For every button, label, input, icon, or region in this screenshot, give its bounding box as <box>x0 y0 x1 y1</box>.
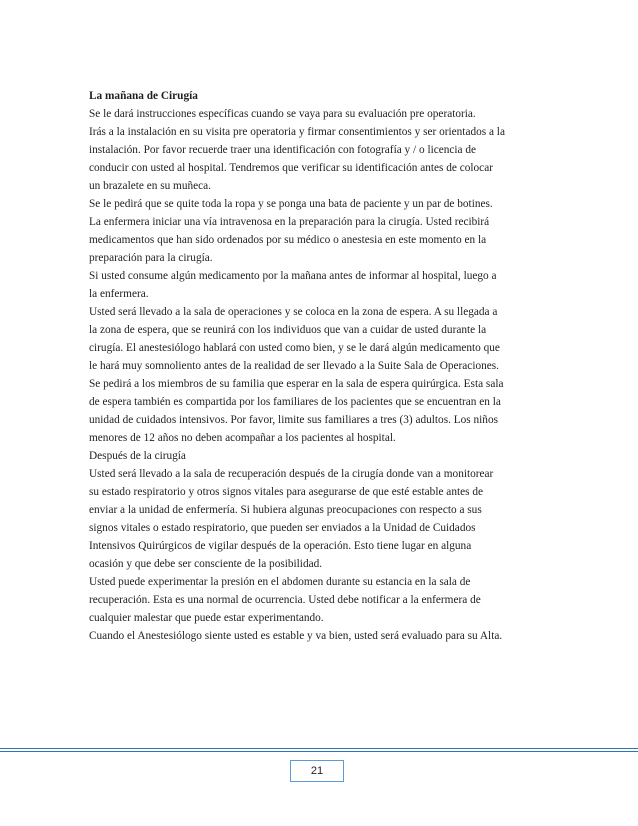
text-line: cualquier malestar que puede estar experimentando. <box>89 612 324 624</box>
text-line: unidad de cuidados intensivos. Por favor, limite sus familiares a tres (3) adultos. Los niños <box>89 414 498 426</box>
text-line: recuperación. Esta es una normal de ocurrencia. Usted debe notificar a la enfermera de <box>89 594 481 606</box>
section-heading: La mañana de Cirugía <box>89 90 198 102</box>
text-line: Se pedirá a los miembros de su familia que esperar en la sala de espera quirúrgica. Esta sala <box>89 378 504 390</box>
text-line: Usted será llevado a la sala de recuperación después de la cirugía donde van a monitorear <box>89 468 494 480</box>
text-line: instalación. Por favor recuerde traer una identificación con fotografía y / o licencia de <box>89 144 477 156</box>
text-line: su estado respiratorio y otros signos vitales para asegurarse de que esté estable antes de <box>89 486 484 498</box>
text-line: Usted será llevado a la sala de operaciones y se coloca en la zona de espera. A su llegada a <box>89 306 498 318</box>
text-line: Usted puede experimentar la presión en el abdomen durante su estancia en la sala de <box>89 576 471 588</box>
text-line: Cuando el Anestesiólogo siente usted es estable y va bien, usted será evaluado para su Alta. <box>89 630 503 642</box>
text-line: de espera también es compartida por los familiares de los pacientes que se encuentran en la <box>89 396 501 408</box>
text-line: Irás a la instalación en su visita pre operatoria y firmar consentimientos y ser orientados a la <box>89 126 505 138</box>
text-line: le hará muy somnoliento antes de la realidad de ser llevado a la Suite Sala de Operaciones. <box>89 360 499 372</box>
text-line: conducir con usted al hospital. Tendremos que verificar su identificación antes de colocar <box>89 162 493 174</box>
document-body <box>89 87 549 645</box>
text-line: La enfermera iniciar una vía intravenosa en la preparación para la cirugía. Usted recibirá <box>89 216 490 228</box>
text-line: Después de la cirugía <box>89 450 186 462</box>
text-line: un brazalete en su muñeca. <box>89 180 212 192</box>
text-line: Se le pedirá que se quite toda la ropa y se ponga una bata de paciente y un par de botines. <box>89 198 493 210</box>
text-line: Si usted consume algún medicamento por la mañana antes de informar al hospital, luego a <box>89 270 497 282</box>
text-line: enviar a la unidad de enfermería. Si hubiera algunas preocupaciones con respecto a sus <box>89 504 482 516</box>
text-line: ocasión y que debe ser consciente de la posibilidad. <box>89 558 323 570</box>
footer-rule-bottom <box>0 751 638 752</box>
text-line: la zona de espera, que se reunirá con los individuos que van a cuidar de usted durante la <box>89 324 487 336</box>
footer-divider <box>0 748 638 750</box>
text-line: cirugía. El anestesiólogo hablará con usted como bien, y se le dará algún medicamento que <box>89 342 500 354</box>
text-line: preparación para la cirugía. <box>89 252 213 264</box>
text-line: menores de 12 años no deben acompañar a los pacientes al hospital. <box>89 432 396 444</box>
text-line: Intensivos Quirúrgicos de vigilar después de la operación. Esto tiene lugar en alguna <box>89 540 472 552</box>
text-line: Se le dará instrucciones específicas cuando se vaya para su evaluación pre operatoria. <box>89 108 476 120</box>
text-line: la enfermera. <box>89 288 149 300</box>
text-line: medicamentos que han sido ordenados por su médico o anestesia en este momento en la <box>89 234 487 246</box>
text-line: signos vitales o estado respiratorio, que pueden ser enviados a la Unidad de Cuidados <box>89 522 476 534</box>
footer-rule-top <box>0 748 638 749</box>
page-number: 21 <box>290 760 344 782</box>
